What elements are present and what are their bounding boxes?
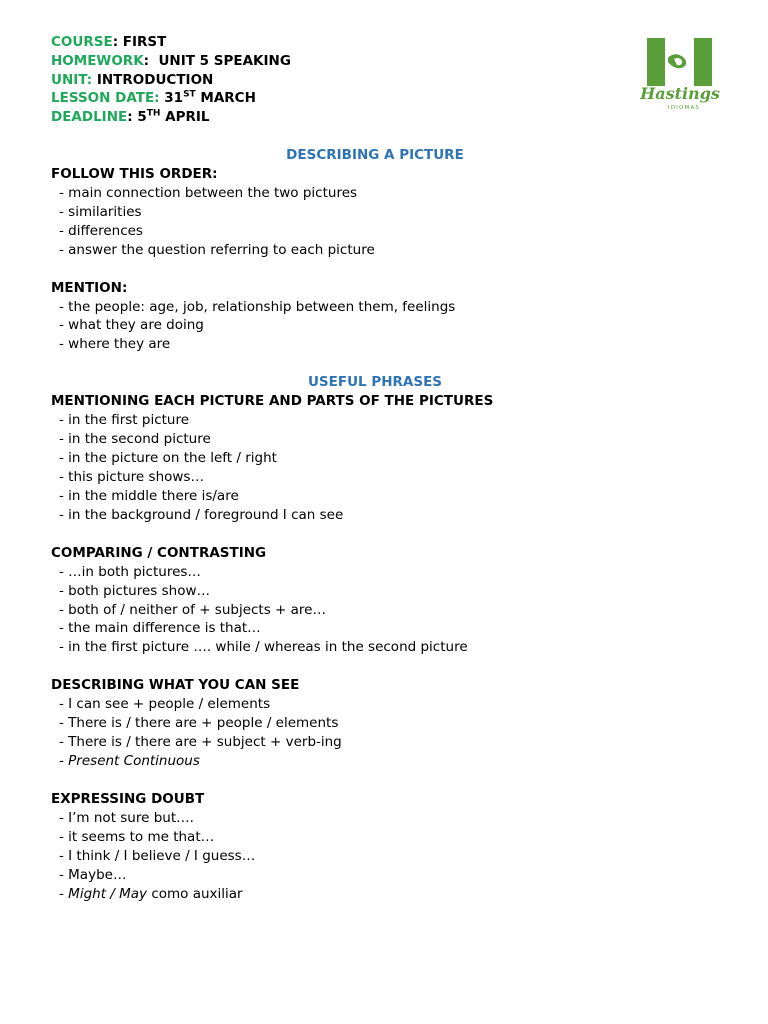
logo-subtitle: IDIOMAS: [667, 105, 701, 111]
mentioning-item: - in the middle there is/are: [59, 487, 239, 504]
deadline-month: APRIL: [165, 109, 210, 126]
useful-phrases-title: USEFUL PHRASES: [307, 374, 443, 391]
describing-see-item: - I can see + people / elements: [59, 696, 271, 713]
course-label: COURSE: [51, 34, 113, 50]
course-line: COURSE: FIRST: [51, 34, 167, 50]
doubt-item: - I think / I believe / I guess…: [59, 847, 256, 864]
logo-brand: Hastings: [640, 84, 720, 103]
order-item: - differences: [59, 222, 143, 239]
mentioning-item: - in the second picture: [59, 431, 211, 448]
lesson-date-day: 31: [164, 90, 184, 107]
mention-heading: MENTION:: [51, 279, 128, 296]
course-value: FIRST: [122, 34, 167, 50]
deadline-suffix: TH: [146, 108, 161, 119]
comparing-item: - the main difference is that…: [59, 620, 261, 637]
comparing-item: - both pictures show…: [59, 582, 210, 599]
homework-label: HOMEWORK: [51, 52, 144, 69]
order-item: - main connection between the two pictures: [59, 184, 358, 201]
describing-see-heading: DESCRIBING WHAT YOU CAN SEE: [51, 677, 300, 694]
homework-header: [51, 33, 291, 127]
homework-value: UNIT 5 SPEAKING: [158, 52, 291, 69]
order-item: - similarities: [59, 203, 142, 220]
comparing-item: - …in both pictures…: [59, 563, 201, 580]
comparing-item: - in the first picture …. while / whereas in the second picture: [59, 639, 468, 656]
comparing-heading: COMPARING / CONTRASTING: [51, 544, 267, 561]
doubt-modal-rest: como auxiliar: [147, 885, 243, 902]
mention-item: - what they are doing: [59, 317, 204, 334]
deadline-line: DEADLINE: 5TH APRIL: [51, 108, 210, 126]
describing-see-italic-item: - Present Continuous: [59, 753, 200, 769]
doubt-modal-prefix: -: [59, 885, 69, 902]
order-item: - answer the question referring to each picture: [59, 241, 375, 258]
deadline-label: DEADLINE: [51, 109, 128, 126]
hastings-logo: [640, 36, 720, 112]
lesson-date-line: [51, 89, 291, 108]
comparing-item: - both of / neither of + subjects + are…: [59, 601, 326, 618]
mentioning-heading: MENTIONING EACH PICTURE AND PARTS OF THE PICTURES: [51, 393, 494, 410]
doubt-heading: EXPRESSING DOUBT: [51, 790, 205, 807]
doubt-item: - I’m not sure but….: [59, 809, 194, 826]
mention-item: - where they are: [59, 336, 171, 353]
unit-value: INTRODUCTION: [96, 71, 214, 88]
doubt-item: - it seems to me that…: [59, 828, 215, 845]
doubt-item-modal: [51, 885, 711, 904]
doubt-item: - Maybe…: [59, 866, 127, 883]
hastings-logo-icon: [640, 36, 720, 112]
unit-label: UNIT:: [51, 71, 93, 88]
deadline-day: 5: [137, 109, 147, 126]
order-heading: FOLLOW THIS ORDER:: [51, 165, 218, 182]
mentioning-item: - in the background / foreground I can see: [59, 506, 344, 523]
lesson-date-suffix: ST: [183, 89, 196, 100]
mentioning-item: - in the first picture: [59, 412, 190, 429]
describing-see-item: - There is / there are + subject + verb-ing: [59, 734, 342, 751]
unit-line: [51, 71, 291, 90]
mentioning-item: - this picture shows…: [59, 468, 204, 485]
mentioning-item: - in the picture on the left / right: [59, 450, 277, 466]
doubt-modal-italic: Might / May: [68, 885, 148, 902]
describing-see-item: - There is / there are + people / elements: [59, 715, 339, 732]
lesson-date-month: MARCH: [200, 90, 256, 107]
document-body: [51, 146, 711, 904]
lesson-date-label: LESSON DATE:: [51, 90, 160, 107]
describing-title: DESCRIBING A PICTURE: [286, 147, 464, 163]
mention-item: - the people: age, job, relationship between them, feelings: [59, 298, 456, 315]
homework-line: HOMEWORK: UNIT 5 SPEAKING: [51, 52, 291, 69]
